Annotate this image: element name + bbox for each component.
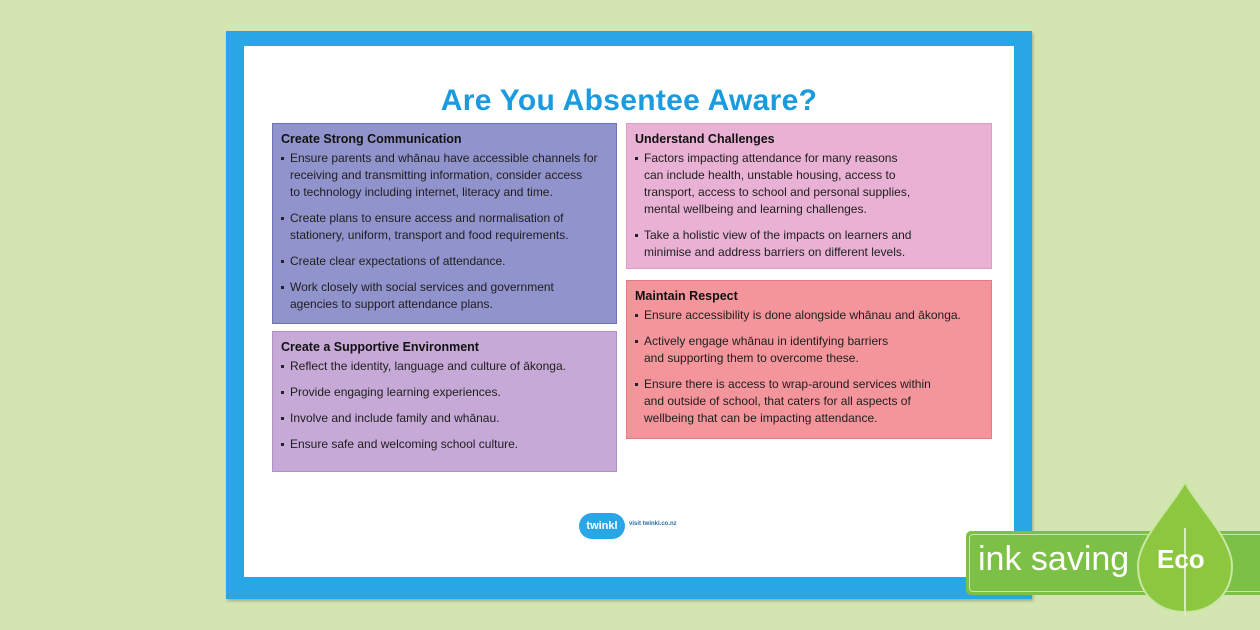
- twinkl-logo: [579, 513, 699, 539]
- list-item: Factors impacting attendance for many reasons can include health, unstable housing, access to transport, access to school and personal supplies, mental wellbeing and learning challenges.: [635, 150, 983, 218]
- list-item: Create clear expectations of attendance.: [281, 253, 608, 270]
- bullet-list: [635, 150, 983, 261]
- logo-url: visit twinkl.co.nz: [629, 521, 677, 527]
- list-item: Ensure accessibility is done alongside whānau and ākonga.: [635, 307, 983, 324]
- list-item: Ensure there is access to wrap-around services within and outside of school, that caters for all aspects of wellbeing that can be impacting attendance.: [635, 376, 983, 427]
- list-item: Ensure safe and welcoming school culture.: [281, 436, 608, 453]
- eco-label: Eco: [1157, 544, 1205, 574]
- poster-title: Are You Absentee Aware?: [440, 84, 818, 117]
- section-understand-challenges: [626, 123, 992, 269]
- section-heading: Create a Supportive Environment: [281, 340, 479, 354]
- list-item: Actively engage whānau in identifying barriers and supporting them to overcome these.: [635, 333, 983, 367]
- list-item: Reflect the identity, language and culture of ākonga.: [281, 358, 608, 375]
- section-maintain-respect: [626, 280, 992, 439]
- list-item: Work closely with social services and government agencies to support attendance plans.: [281, 279, 608, 313]
- bullet-list: [281, 358, 608, 453]
- bullet-list: [635, 307, 983, 427]
- bullet-list: [281, 150, 608, 313]
- poster-frame: [226, 31, 1032, 599]
- list-item: Take a holistic view of the impacts on learners and minimise and address barriers on different levels.: [635, 227, 983, 261]
- section-heading: Create Strong Communication: [281, 132, 462, 146]
- list-item: Involve and include family and whānau.: [281, 410, 608, 427]
- list-item: Ensure parents and whānau have accessible channels for receiving and transmitting information, consider access to technology including internet, literacy and time.: [281, 150, 608, 201]
- section-supportive-environment: [272, 331, 617, 472]
- section-heading: Understand Challenges: [635, 132, 775, 146]
- twinkl-logo-mark: twinkl: [579, 513, 625, 539]
- ink-saving-label: ink saving: [978, 540, 1130, 578]
- poster-page: [244, 46, 1014, 577]
- list-item: Create plans to ensure access and normalisation of stationery, uniform, transport and food requirements.: [281, 210, 608, 244]
- list-item: Provide engaging learning experiences.: [281, 384, 608, 401]
- section-heading: Maintain Respect: [635, 289, 738, 303]
- section-strong-communication: [272, 123, 617, 324]
